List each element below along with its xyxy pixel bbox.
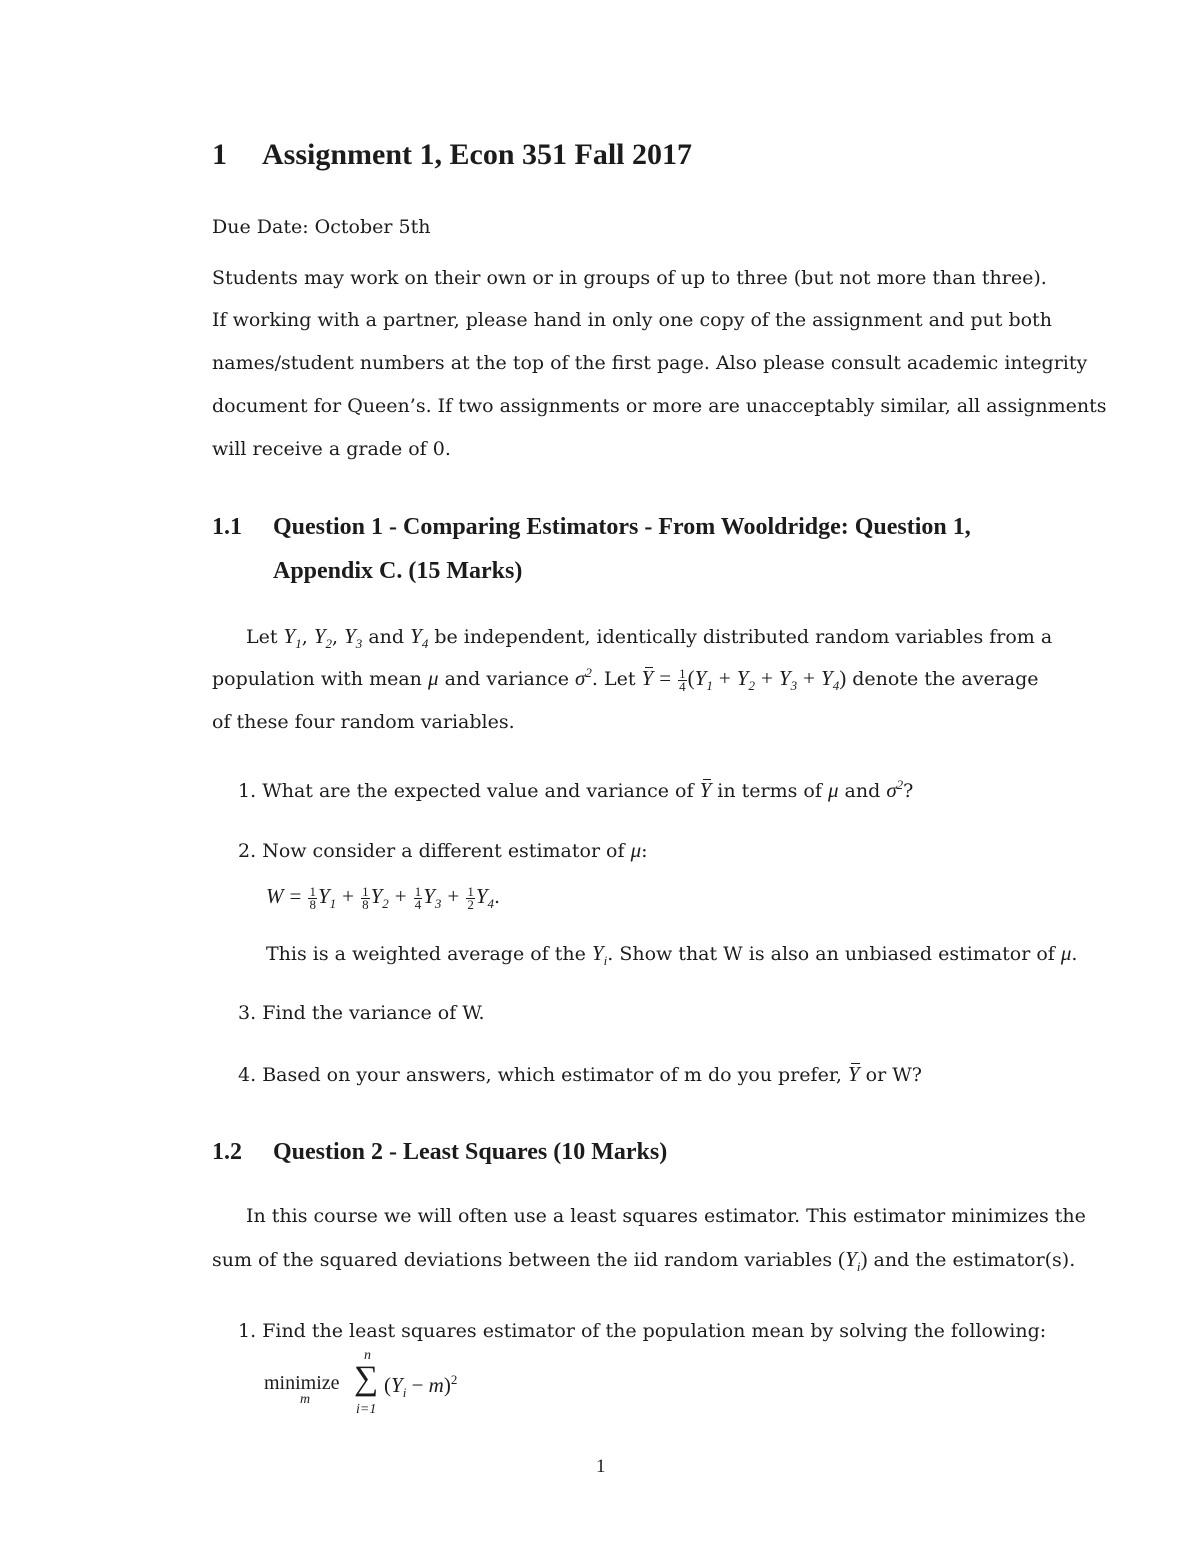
section-number: 1 [212, 138, 227, 171]
q1-para-line: population with mean μ and variance $\sigma^2$. Let Y = $\frac{1}{4}$ $(Y_1 + Y_2 + Y_3 + Y_4)$ denote the average [212, 665, 1039, 694]
q1-para-line: Let $Y_1$, $Y_2$, $Y_3$ and $Y_4$ be independent, identically distributed random variables from a [246, 624, 1053, 652]
intro-line: will receive a grade of 0. [212, 438, 451, 460]
minimize-expression [264, 1350, 524, 1420]
q2-number: 1.2 [212, 1139, 242, 1165]
sum-top: n [364, 1348, 371, 1363]
minimize-word: minimize [264, 1372, 340, 1394]
due-date [212, 216, 430, 238]
page-title: Assignment 1, Econ 351 Fall 2017 [262, 138, 693, 171]
equation-w: W = $\frac{1}{8}$ $Y_1$ + $\frac{1}{8}$ $Y_2$ + $\frac{1}{4}$ $Y_3$ + $\frac{1}{2}$ $Y_4$. [266, 883, 501, 912]
q2-title: Question 2 - Least Squares (10 Marks) [273, 1139, 668, 1165]
intro-line: document for Queen’s. If two assignments or more are unacceptably similar, all assignments [212, 395, 1107, 417]
list-item: 3. Find the variance of W. [238, 1002, 485, 1024]
sum-bottom: i=1 [356, 1402, 377, 1417]
list-item: 1. What are the expected value and variance of Y in terms of μ and $\sigma^2$? [238, 777, 914, 802]
intro-line: If working with a partner, please hand in only one copy of the assignment and put both [212, 309, 1052, 331]
sum-term: $(Y_i - m)^2$ [384, 1372, 458, 1401]
minimize-under: m [300, 1392, 311, 1407]
item-2-text: This is a weighted average of the $Y_i$. Show that W is also an unbiased estimator of μ. [266, 941, 1078, 969]
page-number: 1 [596, 1456, 606, 1477]
intro-line: names/student numbers at the top of the first page. Also please consult academic integrity [212, 352, 1088, 374]
q1-title-cont: Appendix C. (15 Marks) [273, 558, 523, 584]
intro-line: Students may work on their own or in groups of up to three (but not more than three). [212, 267, 1047, 289]
list-item: 4. Based on your answers, which estimator of m do you prefer, Y or W? [238, 1062, 922, 1086]
q1-title: Question 1 - Comparing Estimators - From Wooldridge: Question 1, [273, 514, 971, 540]
q1-para-line: of these four random variables. [212, 711, 515, 733]
q1-number: 1.1 [212, 514, 242, 540]
sum-sign: ∑ [354, 1360, 379, 1397]
list-item: 1. Find the least squares estimator of the population mean by solving the following: [238, 1320, 1047, 1342]
q2-para-line: In this course we will often use a least squares estimator. This estimator minimizes the [246, 1205, 1086, 1227]
q2-para-line: sum of the squared deviations between the iid random variables $(Y_i)$ and the estimator(s). [212, 1247, 1076, 1275]
due-date-value: October 5th [314, 216, 431, 238]
due-date-label: Due Date: [212, 216, 309, 238]
list-item: 2. Now consider a different estimator of μ: [238, 838, 648, 862]
